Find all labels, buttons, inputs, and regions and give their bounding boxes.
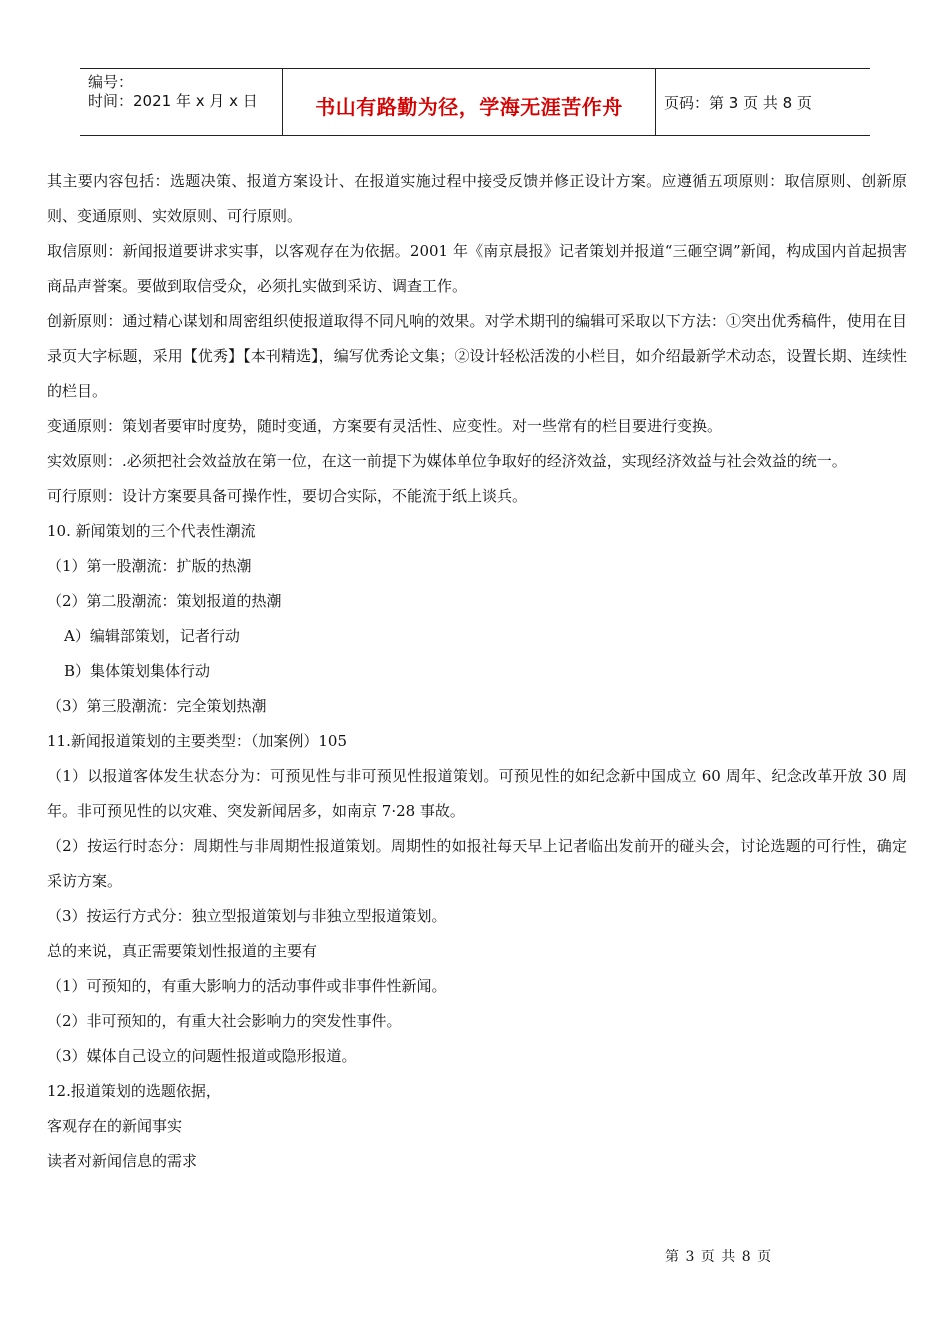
page-footer: 第 3 页 共 8 页 — [665, 1249, 773, 1265]
paragraph: （1）以报道客体发生状态分为：可预见性与非可预见性报道策划。可预见性的如纪念新中国成立 60 周年、纪念改革开放 30 周年。非可预见性的以灾难、突发新闻居多，如南京 7·28 事故。 — [47, 767, 907, 820]
document-body — [47, 164, 907, 1179]
header-motto: 书山有路勤为径，学海无涯苦作舟 — [315, 94, 623, 119]
header-motto-cell — [282, 69, 656, 135]
header-meta — [80, 69, 282, 135]
paragraph: A）编辑部策划，记者行动 — [64, 627, 240, 645]
paragraph: 10. 新闻策划的三个代表性潮流 — [47, 522, 256, 540]
paragraph: 总的来说，真正需要策划性报道的主要有 — [47, 942, 318, 960]
paragraph: （3）按运行方式分：独立型报道策划与非独立型报道策划。 — [47, 907, 447, 925]
paragraph: （2）非可预知的，有重大社会影响力的突发性事件。 — [47, 1012, 402, 1030]
paragraph: 取信原则：新闻报道要讲求实事，以客观存在为依据。2001 年《南京晨报》记者策划并报道“三砸空调”新闻，构成国内首起损害商品声誉案。要做到取信受众，必须扎实做到采访、调查工作。 — [47, 242, 907, 295]
paragraph: （3）第三股潮流：完全策划热潮 — [47, 697, 267, 715]
paragraph: （1）第一股潮流：扩版的热潮 — [47, 557, 252, 575]
paragraph: 12.报道策划的选题依据， — [47, 1082, 221, 1100]
paragraph: 实效原则：.必须把社会效益放在第一位，在这一前提下为媒体单位争取好的经济效益，实现经济效益与社会效益的统一。 — [47, 452, 847, 470]
paragraph: 读者对新闻信息的需求 — [47, 1152, 198, 1170]
header-page-info-cell — [656, 69, 870, 135]
paragraph: 创新原则：通过精心谋划和周密组织使报道取得不同凡响的效果。对学术期刊的编辑可采取以下方法：①突出优秀稿件，使用在目录页大字标题，采用【优秀】【本刊精选】，编写优秀论文集；②设计轻松活泼的小栏目，如介绍最新学术动态，设置长期、连续性的栏目。 — [47, 312, 907, 400]
paragraph: 其主要内容包括：选题决策、报道方案设计、在报道实施过程中接受反馈并修正设计方案。应遵循五项原则：取信原则、创新原则、变通原则、实效原则、可行原则。 — [47, 172, 907, 225]
header-page-info: 页码：第 3 页 共 8 页 — [664, 93, 812, 112]
page-header — [80, 68, 870, 136]
paragraph: 变通原则：策划者要审时度势，随时变通，方案要有灵活性、应变性。对一些常有的栏目要进行变换。 — [47, 417, 723, 435]
paragraph: 客观存在的新闻事实 — [47, 1117, 183, 1135]
paragraph: （2）按运行时态分：周期性与非周期性报道策划。周期性的如报社每天早上记者临出发前开的碰头会，讨论选题的可行性，确定采访方案。 — [47, 837, 907, 890]
header-time-label: 时间：2021 年 x 月 x 日 — [88, 92, 258, 110]
paragraph: B）集体策划集体行动 — [64, 662, 211, 680]
paragraph: （3）媒体自己设立的问题性报道或隐形报道。 — [47, 1047, 357, 1065]
paragraph: 可行原则：设计方案要具备可操作性，要切合实际，不能流于纸上谈兵。 — [47, 487, 528, 505]
paragraph: （1）可预知的，有重大影响力的活动事件或非事件性新闻。 — [47, 977, 447, 995]
header-number-label: 编号： — [88, 73, 134, 91]
paragraph: 11.新闻报道策划的主要类型：（加案例）105 — [47, 732, 347, 750]
paragraph: （2）第二股潮流：策划报道的热潮 — [47, 592, 282, 610]
